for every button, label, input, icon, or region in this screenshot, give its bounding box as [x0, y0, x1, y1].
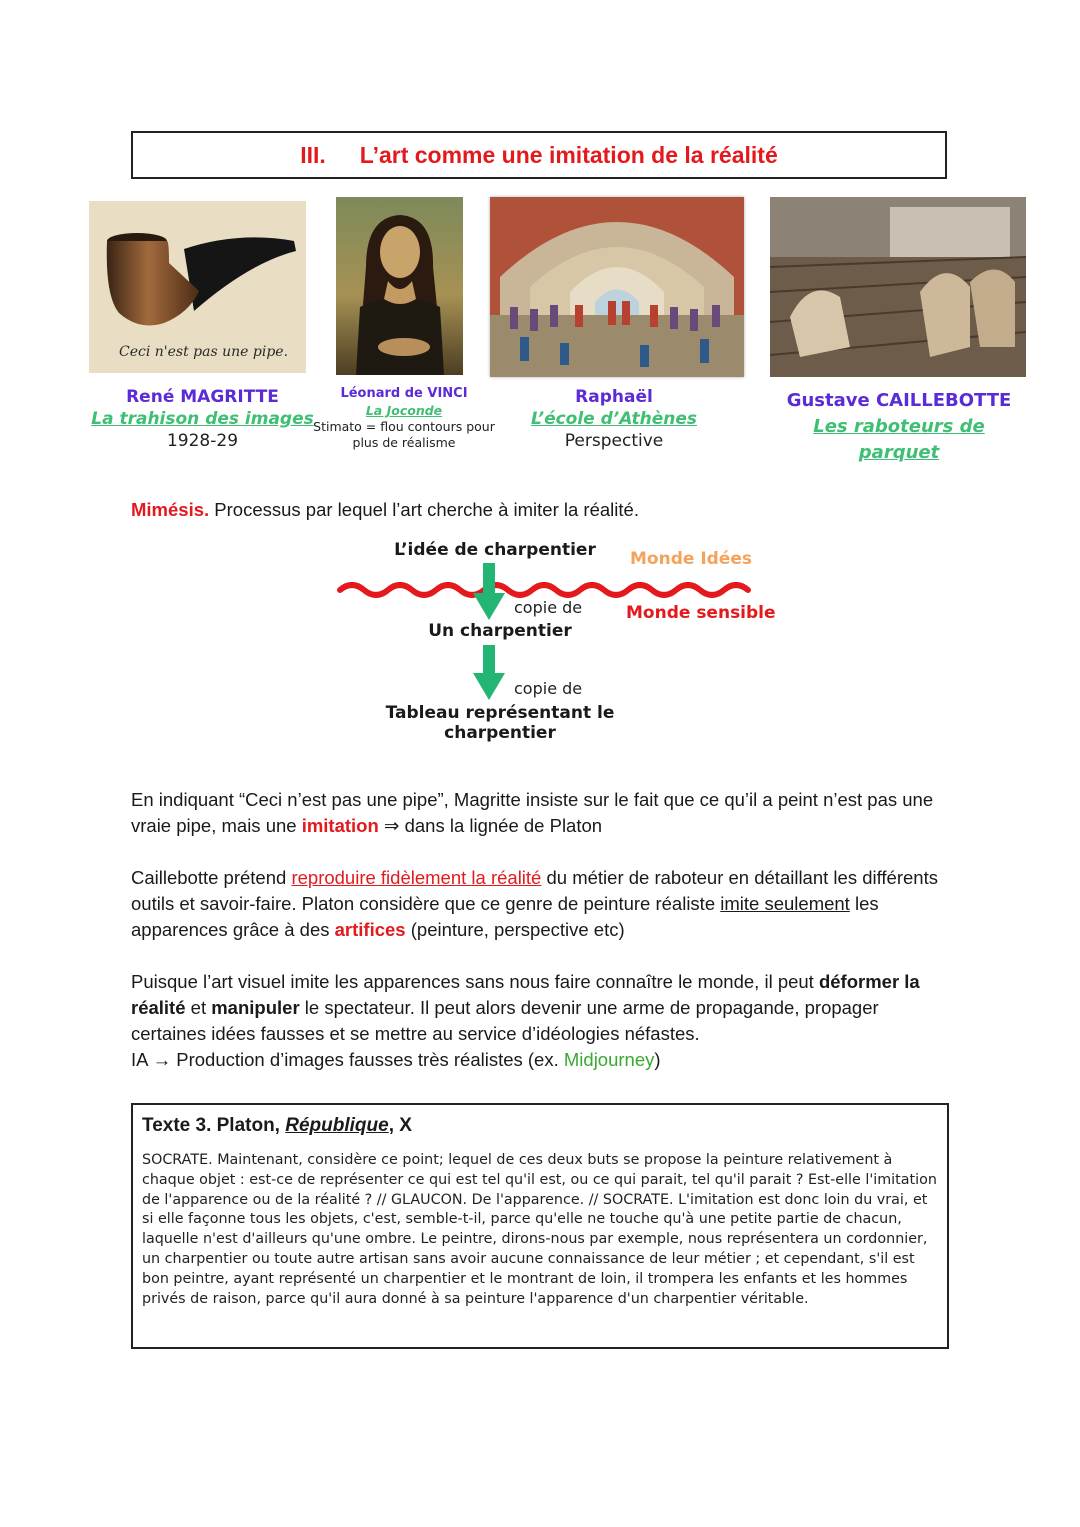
text-run-green: Midjourney — [563, 1049, 655, 1070]
diagram-copy-label: copie de — [514, 679, 583, 698]
text-run-highlight: artifices — [334, 919, 406, 940]
caption-raphael — [520, 386, 708, 452]
text3-heading — [142, 1115, 938, 1137]
text-run: du métier de raboteur en détaillant les différents outils et savoir-faire. Platon considère que ce genre de peinture réaliste — [131, 867, 938, 914]
section-title: L’art comme une imitation de la réalité — [359, 141, 778, 168]
caption-artist: René MAGRITTE — [126, 387, 279, 407]
text-run: ) — [654, 1049, 661, 1070]
arrow-down-icon — [483, 563, 495, 597]
section-title-box — [131, 131, 947, 179]
diagram-copy-label: copie de — [514, 598, 583, 617]
joconde-painting — [336, 197, 463, 375]
mimesis-term: Mimésis. — [131, 499, 210, 520]
body-paragraphs — [131, 787, 951, 1073]
mimesis-definition — [131, 497, 951, 523]
mimesis-text: Processus par lequel l’art cherche à imiter la réalité. — [214, 499, 639, 520]
section-number: III. — [300, 141, 326, 168]
diagram-painting — [360, 703, 640, 743]
ecole-athenes-illustration — [490, 197, 744, 377]
text3-suffix: , X — [388, 1115, 412, 1136]
joconde-illustration — [336, 197, 463, 375]
diagram-painting-line: charpentier — [444, 723, 556, 743]
magritte-painting — [89, 201, 306, 373]
caption-note: plus de réalisme — [352, 435, 456, 451]
paragraph-propagande — [131, 969, 951, 1073]
caption-work: La Joconde — [365, 402, 443, 418]
text-run: les apparences grâce à des — [131, 893, 879, 940]
pipe-inscription: Ceci n'est pas une pipe. — [119, 344, 289, 360]
ecole-athenes-painting — [490, 197, 744, 377]
caption-caillebotte — [770, 388, 1028, 466]
diagram-carpenter: Un charpentier — [428, 621, 572, 641]
text-run: En indiquant “Ceci n’est pas une pipe”, Magritte insiste sur le fait que ce qu’il a peint n’est pas une vraie pipe, mais une — [131, 789, 934, 836]
text-run-highlight: reproduire fidèlement la réalité — [291, 867, 542, 888]
text-run: le spectateur. Il peut alors devenir une arme de propagande, propager certaines idées fausses et se mettre au service d’idéologies néfastes. — [131, 997, 879, 1044]
label-monde-idees: Monde Idées — [630, 549, 752, 569]
paragraph-magritte — [131, 787, 951, 839]
caption-artist: Léonard de VINCI — [340, 386, 468, 401]
diagram-painting-line: Tableau représentant le — [385, 703, 615, 723]
text3-box — [131, 1103, 949, 1349]
mimesis-diagram — [330, 535, 790, 750]
text-run-highlight: imitation — [301, 815, 379, 836]
text3-book: République — [285, 1115, 389, 1136]
raboteurs-illustration — [770, 197, 1026, 377]
caption-work: Les raboteurs de parquet — [813, 416, 985, 464]
text-run-bold: manipuler — [211, 997, 300, 1018]
caption-magritte — [89, 386, 316, 452]
text3-label: Texte 3. Platon, — [142, 1115, 286, 1136]
text-run-underline: imite seulement — [720, 893, 850, 914]
caption-note: 1928-29 — [166, 431, 239, 452]
caption-vinci — [310, 386, 498, 452]
text-run: ⇒ dans la lignée de Platon — [378, 815, 603, 836]
caption-note: Stimato = flou contours pour — [313, 419, 495, 435]
text3-body: SOCRATE. Maintenant, considère ce point; lequel de ces deux buts se propose la peinture relativement à chaque objet : est-ce de représenter ce qui est tel qu'il est, ou ce qui parait, tel qu'il parait ? Est-elle l'imitation de l'apparence ou de la réalité ? // GLAUCON. De l'apparence. // SOCRATE. L'imitation est donc loin du vrai, et si elle façonne tous les objets, c'est, semble-t-il, parce qu'elle ne touche qu'à une petite partie de chacun, laquelle n'est d'ailleurs qu'une ombre. Le peintre, dirons-nous par exemple, nous représentera un cordonnier, un charpentier ou toute autre artisan sans avoir aucune connaissance de leur métier ; et cependant, s'il est bon peintre, ayant représenté un charpentier et le montrant de loin, il trompera les enfants et les hommes privés de raison, parce qu'il aura donné à sa peinture l'apparence d'un charpentier véritable. — [142, 1152, 937, 1307]
caption-work: L’école d’Athènes — [531, 409, 697, 430]
text-run: Puisque l’art visuel imite les apparences sans nous faire connaître le monde, il peut — [131, 971, 819, 992]
label-monde-sensible: Monde sensible — [626, 603, 776, 623]
diagram-idea: L’idée de charpentier — [394, 540, 596, 560]
caption-artist: Raphaël — [575, 387, 653, 407]
paragraph-caillebotte — [131, 865, 951, 943]
pipe-illustration — [89, 201, 306, 373]
arrow-down-icon — [473, 673, 505, 700]
text-run: (peinture, perspective etc) — [405, 919, 625, 940]
text-run: et — [185, 997, 212, 1018]
text-run: Caillebotte prétend — [131, 867, 292, 888]
text-run: IA → Production d’images fausses très réalistes (ex. — [131, 1049, 564, 1070]
raboteurs-painting — [770, 197, 1026, 377]
text-run-bold: déformer la réalité — [131, 971, 920, 1018]
caption-note: Perspective — [564, 431, 664, 452]
world-separator — [340, 585, 748, 595]
caption-work: La trahison des images — [91, 409, 314, 430]
caption-artist: Gustave CAILLEBOTTE — [786, 390, 1012, 411]
arrow-down-icon — [473, 593, 505, 620]
arrow-down-icon — [483, 645, 495, 677]
